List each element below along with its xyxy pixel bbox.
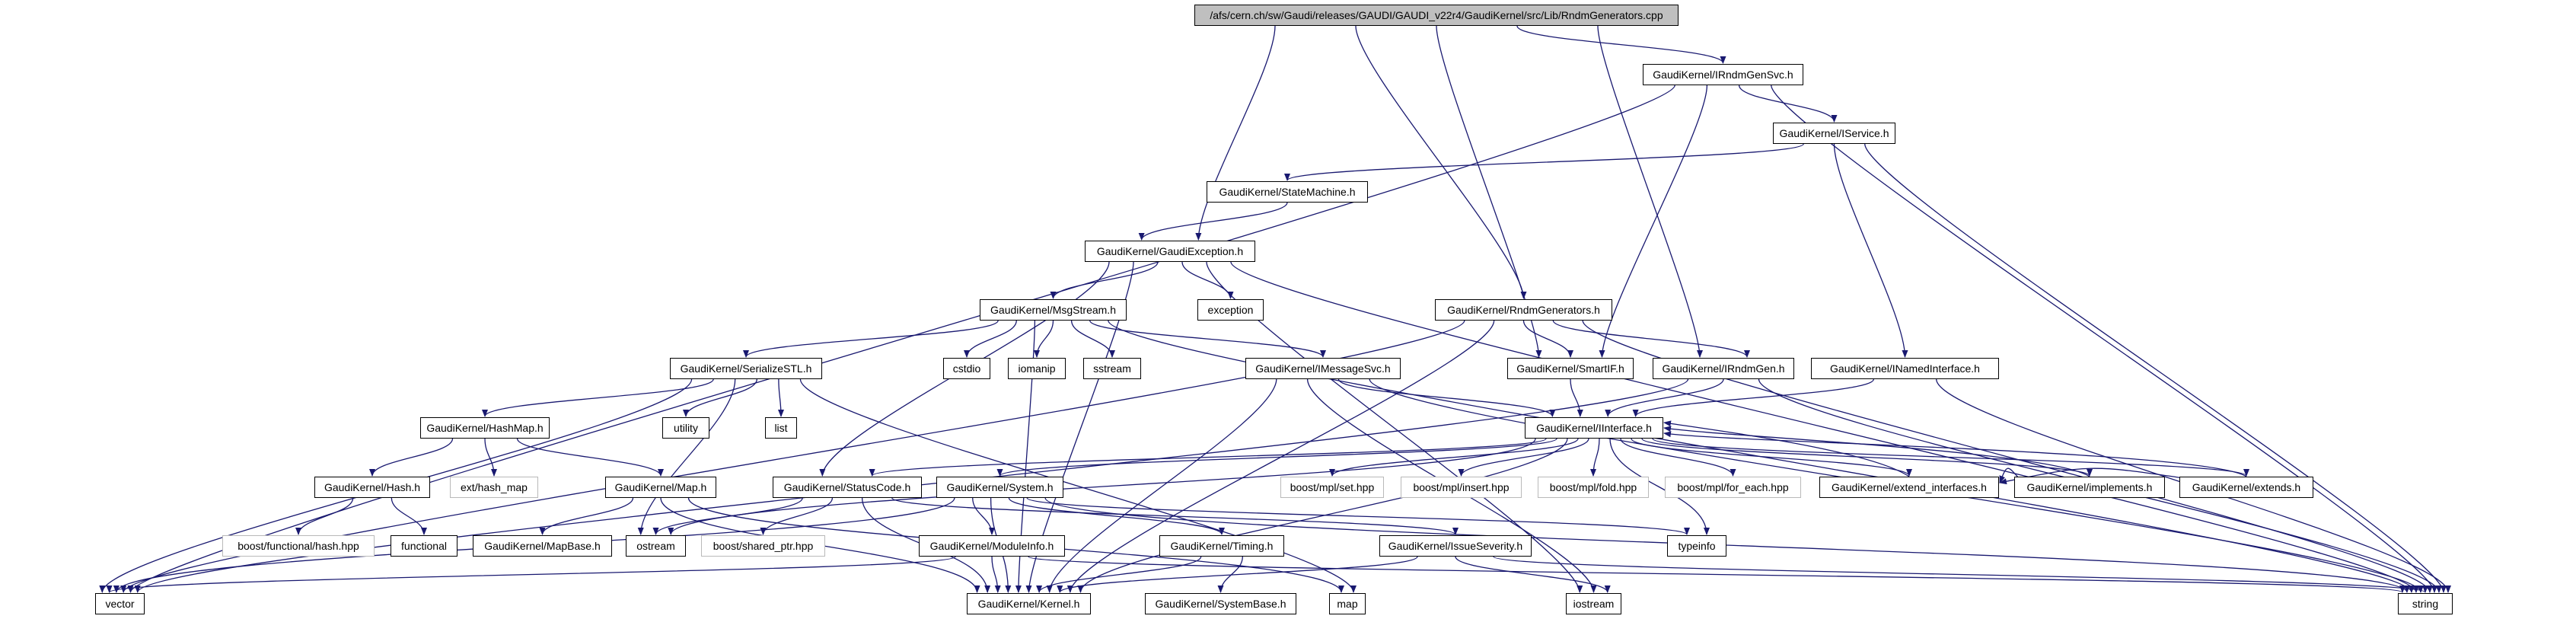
edge-serializestl-to-list [779, 379, 781, 416]
edge-irndmgensvc-to-string [1771, 85, 2434, 592]
node-kernel[interactable]: GaudiKernel/Kernel.h [967, 593, 1091, 614]
edge-system-to-moduleinfo [973, 498, 992, 534]
node-implements[interactable]: GaudiKernel/implements.h [2014, 477, 2165, 498]
edge-iservice-to-inamedinterface [1835, 144, 1905, 357]
edge-hash-to-functional [391, 498, 424, 534]
node-statemachine[interactable]: GaudiKernel/StateMachine.h [1207, 181, 1368, 203]
edge-iinterface-to-mpl_fold [1593, 439, 1599, 476]
node-msgstream[interactable]: GaudiKernel/MsgStream.h [980, 299, 1127, 321]
node-imessagesvc[interactable]: GaudiKernel/IMessageSvc.h [1245, 358, 1401, 379]
edge-smartif-to-iinterface [1570, 379, 1580, 416]
edge-hashmap-to-ext_hash_map [485, 439, 494, 476]
node-hashmap[interactable]: GaudiKernel/HashMap.h [420, 417, 550, 439]
node-iinterface[interactable]: GaudiKernel/IInterface.h [1525, 417, 1663, 439]
edge-system-to-timing [1009, 498, 1222, 534]
node-boost-hash: boost/functional/hash.hpp [222, 535, 375, 557]
edge-iinterface-to-statuscode [872, 439, 1546, 476]
node-ostream: ostream [626, 535, 686, 557]
node-extends[interactable]: GaudiKernel/extends.h [2179, 477, 2313, 498]
node-mapbase[interactable]: GaudiKernel/MapBase.h [473, 535, 612, 557]
node-iostream: iostream [1566, 593, 1621, 614]
edge-msgstream-to-cstdio [967, 321, 1016, 357]
edge-root_cpp-to-irndmgensvc [1517, 26, 1723, 63]
edge-msgstream-to-serializestl [746, 321, 998, 357]
node-mpl-fold: boost/mpl/fold.hpp [1538, 477, 1649, 498]
edge-irndmgen-to-iinterface [1608, 379, 1723, 416]
edge-irndmgensvc-to-iservice [1739, 85, 1835, 122]
edge-statemachine-to-gaudiexception [1142, 203, 1287, 240]
node-mpl-insert: boost/mpl/insert.hpp [1401, 477, 1522, 498]
node-iomanip: iomanip [1008, 358, 1066, 379]
node-statuscode[interactable]: GaudiKernel/StatusCode.h [773, 477, 922, 498]
edge-serializestl-to-utility [686, 379, 757, 416]
node-timing[interactable]: GaudiKernel/Timing.h [1159, 535, 1284, 557]
node-exception: exception [1197, 299, 1264, 321]
edge-msgstream-to-iomanip [1037, 321, 1054, 357]
node-mpl-foreach: boost/mpl/for_each.hpp [1665, 477, 1801, 498]
node-irndmgensvc[interactable]: GaudiKernel/IRndmGenSvc.h [1643, 64, 1803, 85]
edge-msgstream-to-sstream [1072, 321, 1112, 357]
node-string: string [2398, 593, 2453, 614]
node-root-cpp: /afs/cern.ch/sw/Gaudi/releases/GAUDI/GAUDI_v22r4/GaudiKernel/src/Lib/RndmGenerators.cpp [1194, 5, 1679, 26]
edge-issueseverity-to-string [1494, 557, 2425, 592]
edge-issueseverity-to-kernel [1060, 557, 1417, 592]
node-map-std: map [1329, 593, 1366, 614]
node-gaudiexception[interactable]: GaudiKernel/GaudiException.h [1085, 241, 1255, 262]
node-sstream: sstream [1083, 358, 1141, 379]
edge-serializestl-to-ostream [641, 379, 735, 534]
edge-gaudiexception-to-exception [1182, 262, 1231, 298]
edge-moduleinfo-to-vector [110, 557, 955, 592]
edge-serializestl-to-hashmap [485, 379, 713, 416]
node-issueseverity[interactable]: GaudiKernel/IssueSeverity.h [1379, 535, 1532, 557]
edge-rndmgenerators-to-irndmgen [1553, 321, 1747, 357]
edge-iinterface-to-extends [1653, 439, 2246, 476]
node-functional: functional [391, 535, 457, 557]
node-ext-hash-map: ext/hash_map [450, 477, 538, 498]
edge-imessagesvc-to-iinterface [1338, 379, 1552, 416]
edge-moduleinfo-to-kernel [992, 557, 998, 592]
edge-iinterface-to-mpl_insert [1462, 439, 1589, 476]
node-rndmgenerators[interactable]: GaudiKernel/RndmGenerators.h [1435, 299, 1612, 321]
edge-msgstream-to-imessagesvc [1090, 321, 1323, 357]
node-shared-ptr: boost/shared_ptr.hpp [701, 535, 825, 557]
node-systembase[interactable]: GaudiKernel/SystemBase.h [1145, 593, 1296, 614]
node-serializestl[interactable]: GaudiKernel/SerializeSTL.h [670, 358, 822, 379]
node-hash[interactable]: GaudiKernel/Hash.h [314, 477, 430, 498]
node-extend-interfaces[interactable]: GaudiKernel/extend_interfaces.h [1819, 477, 1999, 498]
node-mpl-set: boost/mpl/set.hpp [1280, 477, 1384, 498]
node-typeinfo: typeinfo [1667, 535, 1726, 557]
node-inamedinterface[interactable]: GaudiKernel/INamedInterface.h [1811, 358, 1999, 379]
node-iservice[interactable]: GaudiKernel/IService.h [1773, 123, 1895, 144]
node-system[interactable]: GaudiKernel/System.h [936, 477, 1063, 498]
edge-root_cpp-to-gaudiexception [1198, 26, 1275, 240]
node-cstdio: cstdio [943, 358, 990, 379]
edge-timing-to-kernel [1039, 557, 1201, 592]
node-map-h[interactable]: GaudiKernel/Map.h [605, 477, 716, 498]
node-irndmgen[interactable]: GaudiKernel/IRndmGen.h [1653, 358, 1794, 379]
edge-gaudiexception-to-msgstream [1054, 262, 1159, 298]
edge-map_h-to-mapbase [543, 498, 633, 534]
edge-rndmgenerators-to-smartif [1524, 321, 1571, 357]
edge-irndmgensvc-to-vector [130, 85, 1675, 592]
edge-hash-to-boost_hash [298, 498, 353, 534]
node-utility: utility [662, 417, 709, 439]
edge-iinterface-to-mpl_set [1332, 439, 1578, 476]
edge-root_cpp-to-rndmgenerators [1356, 26, 1524, 298]
node-smartif[interactable]: GaudiKernel/SmartIF.h [1507, 358, 1634, 379]
node-vector: vector [95, 593, 145, 614]
edge-iservice-to-statemachine [1287, 144, 1803, 180]
node-list: list [765, 417, 797, 439]
edge-hashmap-to-hash [372, 439, 453, 476]
node-moduleinfo[interactable]: GaudiKernel/ModuleInfo.h [919, 535, 1065, 557]
edge-system-to-typeinfo [1027, 498, 1687, 534]
